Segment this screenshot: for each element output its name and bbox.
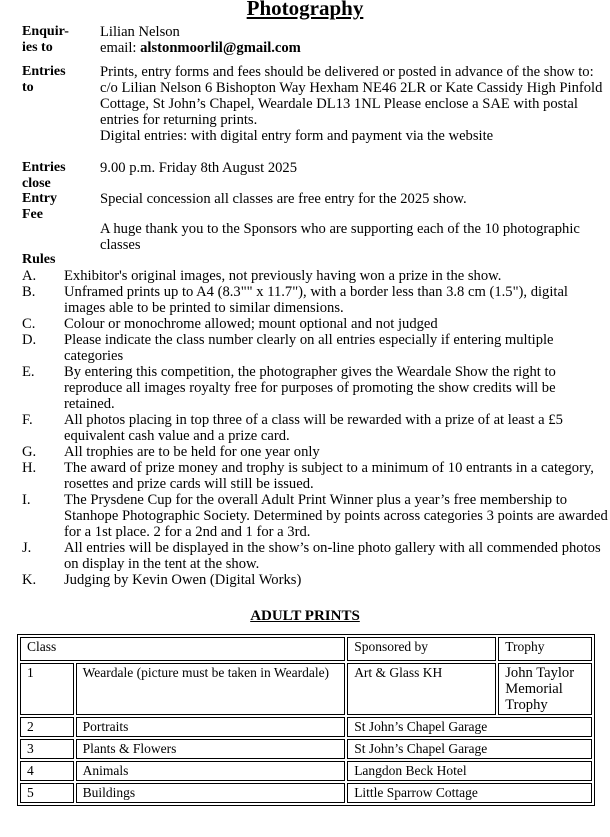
header-sponsor: Sponsored by (347, 637, 496, 661)
class-name: Weardale (picture must be taken in Weardale) (76, 663, 346, 715)
rules-heading: Rules (22, 252, 56, 267)
table-row (20, 739, 592, 759)
entries-to-digital: Digital entries: with digital entry form and payment via the website (100, 128, 494, 144)
enquiries-value (100, 24, 608, 56)
rule-letter-f: F. (22, 412, 33, 428)
entries-close-value: 9.00 p.m. Friday 8th August 2025 (100, 160, 298, 176)
rule-letter-i: I. (22, 492, 31, 508)
class-name: Portraits (76, 717, 346, 737)
class-number: 5 (20, 783, 74, 803)
class-name: Buildings (76, 783, 346, 803)
enquiries-email: alstonmoorlil@gmail.com (140, 40, 301, 56)
table-row (20, 717, 592, 737)
rule-text-d: Please indicate the class number clearly on all entries especially if entering multiple categories (64, 332, 554, 364)
class-sponsor: Langdon Beck Hotel (347, 761, 592, 781)
class-sponsor: Art & Glass KH (347, 663, 496, 715)
label-entry-fee: Entry Fee (22, 191, 57, 222)
rule-letter-k: K. (22, 572, 37, 588)
adult-prints-table (17, 634, 595, 806)
rule-text-c: Colour or monochrome allowed; mount optional and not judged (64, 316, 438, 332)
class-sponsor: St John’s Chapel Garage (347, 717, 592, 737)
rule-text-g: All trophies are to be held for one year only (64, 444, 320, 460)
page-title: Photography (246, 0, 364, 20)
rule-text-f: All photos placing in top three of a class will be rewarded with a prize of at least a £5 equivalent cash value and a prize card. (64, 412, 563, 444)
class-name: Animals (76, 761, 346, 781)
class-trophy: John Taylor Memorial Trophy (498, 663, 592, 715)
class-sponsor: St John’s Chapel Garage (347, 739, 592, 759)
enquiries-contact-name: Lilian Nelson (100, 24, 180, 40)
table-row (20, 761, 592, 781)
entry-fee-value: Special concession all classes are free entry for the 2025 show. (100, 191, 467, 207)
email-prefix: email: (100, 40, 141, 56)
rule-letter-h: H. (22, 460, 37, 476)
class-sponsor: Little Sparrow Cottage (347, 783, 592, 803)
label-entries-close: Entries close (22, 160, 66, 191)
table-header-row (20, 637, 592, 661)
class-name: Plants & Flowers (76, 739, 346, 759)
entries-to-text: Prints, entry forms and fees should be delivered or posted in advance of the show to: c/o Lilian Nelson 6 Bishopton Way Hexham NE46 2LR or Kate Cassidy High Pinfold Cottage, St John’s Chapel, Weardale DL13 1NL Please enclose a SAE with postal entries for returning prints. (100, 64, 603, 128)
class-number: 1 (20, 663, 74, 715)
header-class: Class (20, 637, 345, 661)
sponsors-thanks: A huge thank you to the Sponsors who are supporting each of the 10 photographic classes (100, 221, 580, 253)
rule-text-j: All entries will be displayed in the show’s on-line photo gallery with all commended photos on display in the tent at the show. (64, 540, 601, 572)
rule-letter-j: J. (22, 540, 32, 556)
rule-letter-e: E. (22, 364, 35, 380)
rule-letter-a: A. (22, 268, 37, 284)
rule-text-b: Unframed prints up to A4 (8.3"" x 11.7"), with a border less than 3.8 cm (1.5"), digital images able to be printed to similar dimensions. (64, 284, 568, 316)
rule-letter-b: B. (22, 284, 36, 300)
rule-text-e: By entering this competition, the photographer gives the Weardale Show the right to reproduce all images royalty free for purposes of promoting the show credits will be retained. (64, 364, 556, 412)
enquiries-email-line (100, 40, 608, 56)
rule-text-k: Judging by Kevin Owen (Digital Works) (64, 572, 302, 588)
class-number: 3 (20, 739, 74, 759)
label-enquiries: Enquir- ies to (22, 24, 69, 55)
entries-to-value (100, 64, 608, 144)
rule-letter-g: G. (22, 444, 37, 460)
table-row (20, 663, 592, 715)
rule-text-h: The award of prize money and trophy is subject to a minimum of 10 entrants in a category, rosettes and prize cards will still be issued. (64, 460, 594, 492)
class-number: 4 (20, 761, 74, 781)
rule-letter-d: D. (22, 332, 37, 348)
header-trophy: Trophy (498, 637, 592, 661)
rule-text-a: Exhibitor's original images, not previously having won a prize in the show. (64, 268, 502, 284)
adult-prints-heading: ADULT PRINTS (250, 608, 360, 624)
table-row (20, 783, 592, 803)
rule-letter-c: C. (22, 316, 36, 332)
label-entries-to: Entries to (22, 64, 66, 95)
class-number: 2 (20, 717, 74, 737)
rule-text-i: The Prysdene Cup for the overall Adult Print Winner plus a year’s free membership to Stanhope Photographic Society. Determined by points across categories 3 points are awarded for a 1st place. 2 for a 2nd and 1 for a 3rd. (64, 492, 608, 540)
